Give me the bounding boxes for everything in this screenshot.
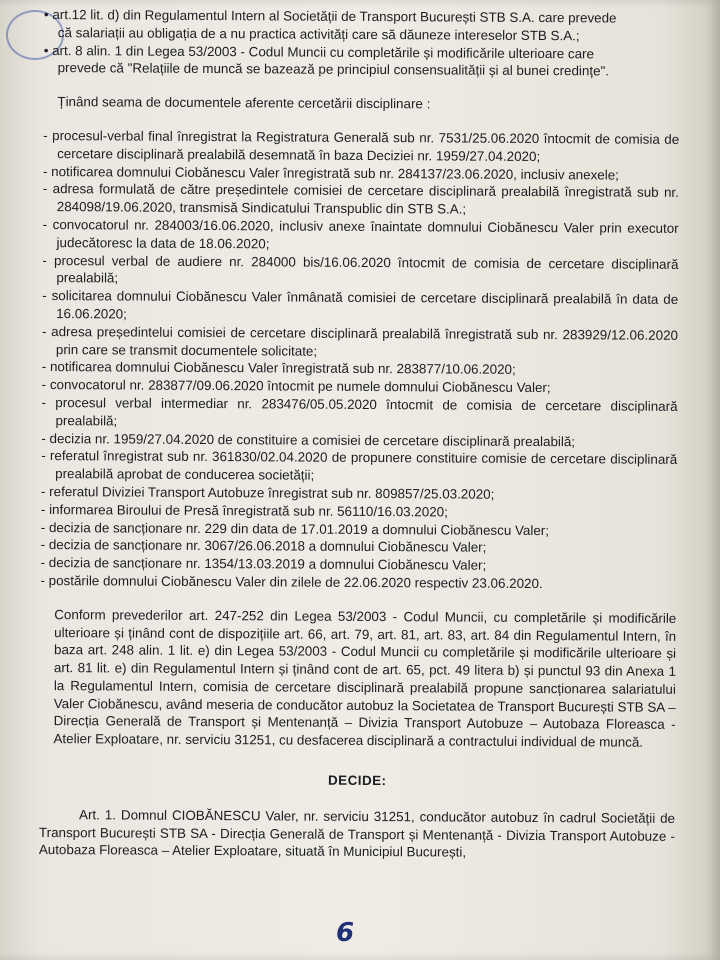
list-item: - referatul Diviziei Transport Autobuze înregistrat sub nr. 809857/25.03.2020; <box>40 483 495 502</box>
page-number: 6 <box>336 918 355 948</box>
list-item: - informarea Biroului de Presă înregistrată sub nr. 56110/16.03.2020; <box>40 501 448 520</box>
documents-heading: Ținând seama de documentele aferente cercetării disciplinare : <box>57 94 431 112</box>
article-1 <box>39 806 675 863</box>
list-item: - adresa formulată de către președintele comisiei de cercetare disciplinară prealabilă înregistrată sub nr. 284098/19.06.2020, transmisă Sindicatului Transpublic din STB S.A.; <box>42 181 679 217</box>
intro-item-1-line-2: că salariații au obligația de a nu practica activități care să dăuneze intereselor STB S.A.; <box>57 24 580 44</box>
list-item: - decizia de sancționare nr. 3067/26.06.2018 a domnului Ciobănescu Valer; <box>40 537 487 556</box>
intro-item-2-line-2: prevede că "Relațiile de muncă se bazează pe principiul consensualității și al bunei credințe". <box>57 60 610 79</box>
list-item: - decizia de sancționare nr. 1354/13.03.2019 a domnului Ciobănescu Valer; <box>40 555 487 573</box>
list-item: - convocatorul nr. 284003/16.06.2020, inclusiv anexe înaintate domnului Ciobănescu Valer prin executor judecătoresc la data de 18.06.2020; <box>42 216 679 252</box>
document-body <box>39 6 680 863</box>
intro-item-2-line-1: • art. 8 alin. 1 din Legea 53/2003 - Codul Muncii cu completările și modificările ulterioare care <box>43 42 595 61</box>
list-item: - referatul înregistrat sub nr. 361830/02.04.2020 de propunere constituire comisie de cercetare disciplinară prealabilă aprobat de conducerea societății; <box>41 448 678 483</box>
list-item: - decizia de sancționare nr. 229 din data de 17.01.2019 a domnului Ciobănescu Valer; <box>40 519 550 538</box>
list-item: - convocatorul nr. 283877/09.06.2020 întocmit pe numele domnului Ciobănescu Valer; <box>41 377 551 396</box>
list-item: - notificarea domnului Ciobănescu Valer înregistrată sub nr. 284137/23.06.2020, inclusiv anexele; <box>42 163 619 183</box>
list-item: - decizia nr. 1959/27.04.2020 de constituire a comisiei de cercetare disciplinară prealabilă; <box>41 430 576 449</box>
intro-item-1-line-1: • art.12 lit. d) din Regulamentul Intern al Societății de Transport București STB S.A. care prevede <box>43 6 617 26</box>
list-item: - procesul-verbal final înregistrat la Registratura Generală sub nr. 7531/25.06.2020 întocmit de comisia de cercetare disciplinară prealabilă desemnată în baza Deciziei nr. 1959/27.04.2020; <box>43 127 680 164</box>
article-1-label: Art. 1. <box>79 807 117 823</box>
conform-paragraph: Conform prevederilor art. 247-252 din Legea 53/2003 - Codul Muncii, cu completările și modificările ulterioare și ținând cont de dispozițiile art. 66, art. 79, art. 81, art. 83, art. 84 din Regulamentul Intern, în baza art. 248 alin. 1 lit. e) din Legea 53/2003 - Codul Muncii cu completările și modificările ulterioare și art. 81 lit. e) din Regulamentul Intern și ținând cont de art. 65, pct. 49 litera b) și punctul 93 din Anexa 1 la Regulamentul Intern, comisia de cercetare disciplinară prealabilă propune sancționarea salariatului Valer Ciobănescu, având meseria de conducător autobuz la Societatea de Transport București STB SA – Direcția Generală de Transport și Mentenanță – Divizia Transport Autobuze – Autobaza Floreasca - Atelier Exploatare, nr. serviciu 31251, cu desfacerea disciplinară a contractului individual de muncă. <box>53 606 677 750</box>
list-item: - procesul verbal de audiere nr. 284000 bis/16.06.2020 întocmit de comisia de cercetare disciplinară prealabilă; <box>42 252 679 286</box>
list-item: - procesul verbal intermediar nr. 283476/05.05.2020 întocmit de comisia de cercetare disciplinară prealabilă; <box>41 394 678 429</box>
list-item: - solicitarea domnului Ciobănescu Valer înmânată comisiei de cercetare disciplinară prealabilă în data de 16.06.2020; <box>42 288 679 322</box>
list-item: - notificarea domnului Ciobănescu Valer înregistrată sub nr. 283877/10.06.2020; <box>41 359 516 378</box>
decide-heading: DECIDE: <box>327 772 387 789</box>
list-item: - postările domnului Ciobănescu Valer din zilele de 22.06.2020 respectiv 23.06.2020. <box>40 572 543 591</box>
documents-list <box>40 127 679 594</box>
article-1-text: Domnul CIOBĂNESCU Valer, nr. serviciu 31251, conducător autobuz în cadrul Societății de Transport București STB SA - Direcția Generală de Transport și Mentenanță - Divizia Transport Autobuze - Autobaza Floreasca – Atelier Exploatare, situată în Municipiul București, <box>38 807 676 861</box>
list-item: - adresa președintelui comisiei de cercetare disciplinară prealabilă înregistrată sub nr. 283929/12.06.2020 prin care se transmit documentele solicitate; <box>41 323 679 359</box>
